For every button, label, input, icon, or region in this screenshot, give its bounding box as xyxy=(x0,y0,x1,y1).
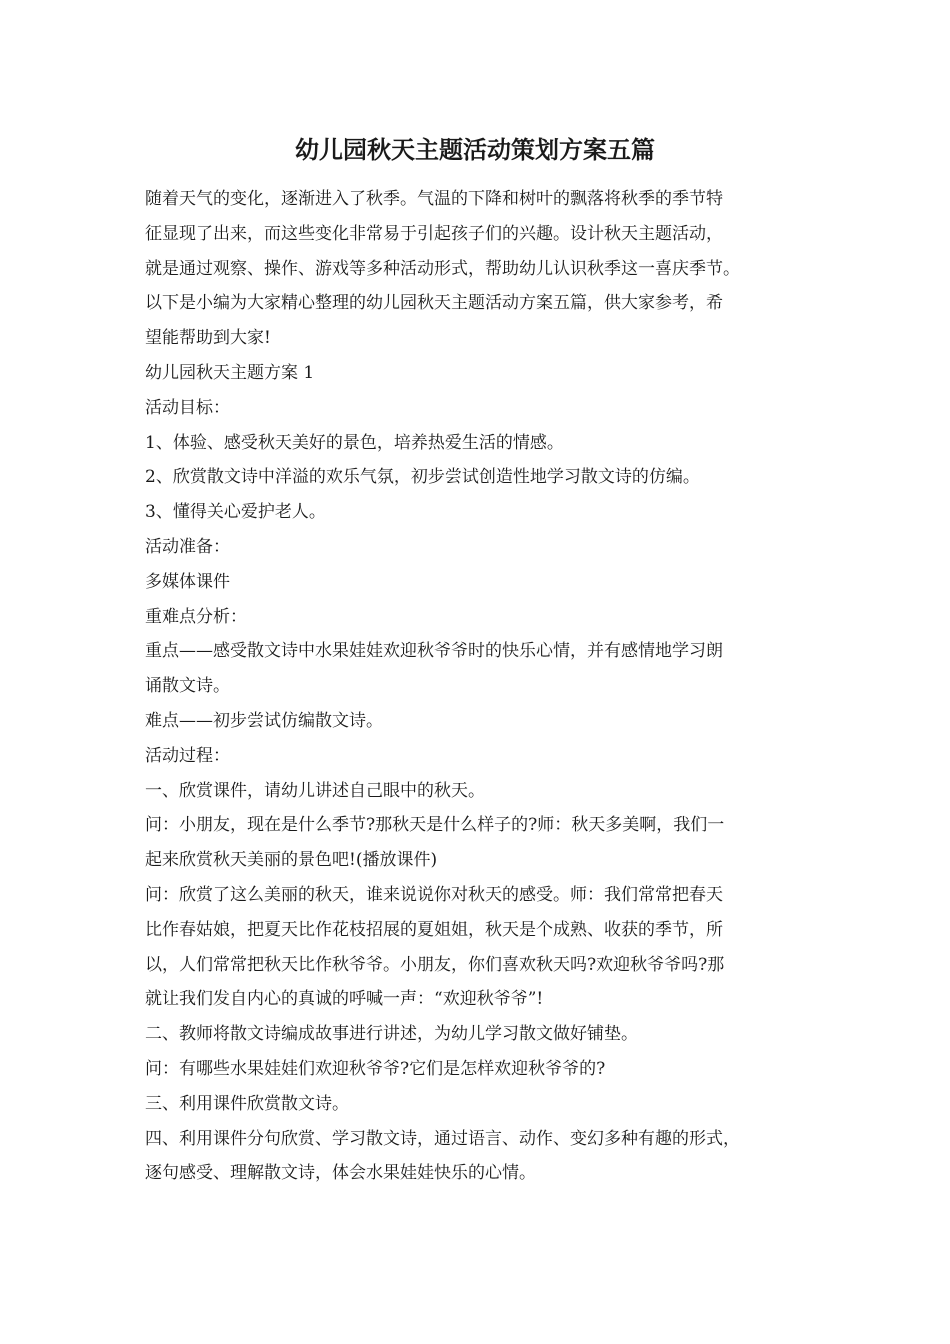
text-line: 问：小朋友，现在是什么季节?那秋天是什么样子的?师：秋天多美啊，我们一 xyxy=(145,815,725,836)
list-item: 一、欣赏课件，请幼儿讲述自己眼中的秋天。 xyxy=(145,780,485,801)
text-line: 就让我们发自内心的真诚的呼喊一声：“欢迎秋爷爷”! xyxy=(145,989,544,1010)
subheading: 活动目标： xyxy=(145,397,230,418)
text-line: 以，人们常常把秋天比作秋爷爷。小朋友，你们喜欢秋天吗?欢迎秋爷爷吗?那 xyxy=(145,954,725,975)
text-line: 多媒体课件 xyxy=(145,571,230,592)
subheading: 活动准备： xyxy=(145,536,230,557)
text-line: 就是通过观察、操作、游戏等多种活动形式，帮助幼儿认识秋季这一喜庆季节。 xyxy=(145,258,740,279)
list-item: 四、利用课件分句欣赏、学习散文诗，通过语言、动作、变幻多种有趣的形式， xyxy=(145,1128,740,1149)
list-item: 三、利用课件欣赏散文诗。 xyxy=(145,1093,349,1114)
text-line: 望能帮助到大家! xyxy=(145,328,271,349)
text-line: 征显现了出来，而这些变化非常易于引起孩子们的兴趣。设计秋天主题活动， xyxy=(145,223,723,244)
list-item: 二、教师将散文诗编成故事进行讲述，为幼儿学习散文做好铺垫。 xyxy=(145,1024,638,1045)
text-line: 以下是小编为大家精心整理的幼儿园秋天主题活动方案五篇，供大家参考，希 xyxy=(145,293,723,314)
text-line: 难点——初步尝试仿编散文诗。 xyxy=(145,710,383,731)
text-line: 问：欣赏了这么美丽的秋天，谁来说说你对秋天的感受。师：我们常常把春天 xyxy=(145,884,723,905)
text-line: 比作春姑娘，把夏天比作花枝招展的夏姐姐，秋天是个成熟、收获的季节，所 xyxy=(145,919,723,940)
document-title: 幼儿园秋天主题活动策划方案五篇 xyxy=(295,135,655,164)
text-line: 随着天气的变化，逐渐进入了秋季。气温的下降和树叶的飘落将秋季的季节特 xyxy=(145,189,723,209)
subheading: 重难点分析： xyxy=(145,606,247,627)
list-item: 1、体验、感受秋天美好的景色，培养热爱生活的情感。 xyxy=(145,432,564,453)
document-body xyxy=(145,182,815,1191)
text-line: 问：有哪些水果娃娃们欢迎秋爷爷?它们是怎样欢迎秋爷爷的? xyxy=(145,1058,606,1079)
text-line: 逐句感受、理解散文诗，体会水果娃娃快乐的心情。 xyxy=(145,1163,536,1184)
list-item: 3、懂得关心爱护老人。 xyxy=(145,502,326,523)
text-line: 起来欣赏秋天美丽的景色吧!(播放课件) xyxy=(145,850,438,871)
list-item: 2、欣赏散文诗中洋溢的欢乐气氛，初步尝试创造性地学习散文诗的仿编。 xyxy=(145,467,700,488)
subheading: 活动过程： xyxy=(145,745,230,766)
text-line: 诵散文诗。 xyxy=(145,676,230,697)
section-heading: 幼儿园秋天主题方案 1 xyxy=(145,362,315,383)
text-line: 重点——感受散文诗中水果娃娃欢迎秋爷爷时的快乐心情，并有感情地学习朗 xyxy=(145,641,723,662)
